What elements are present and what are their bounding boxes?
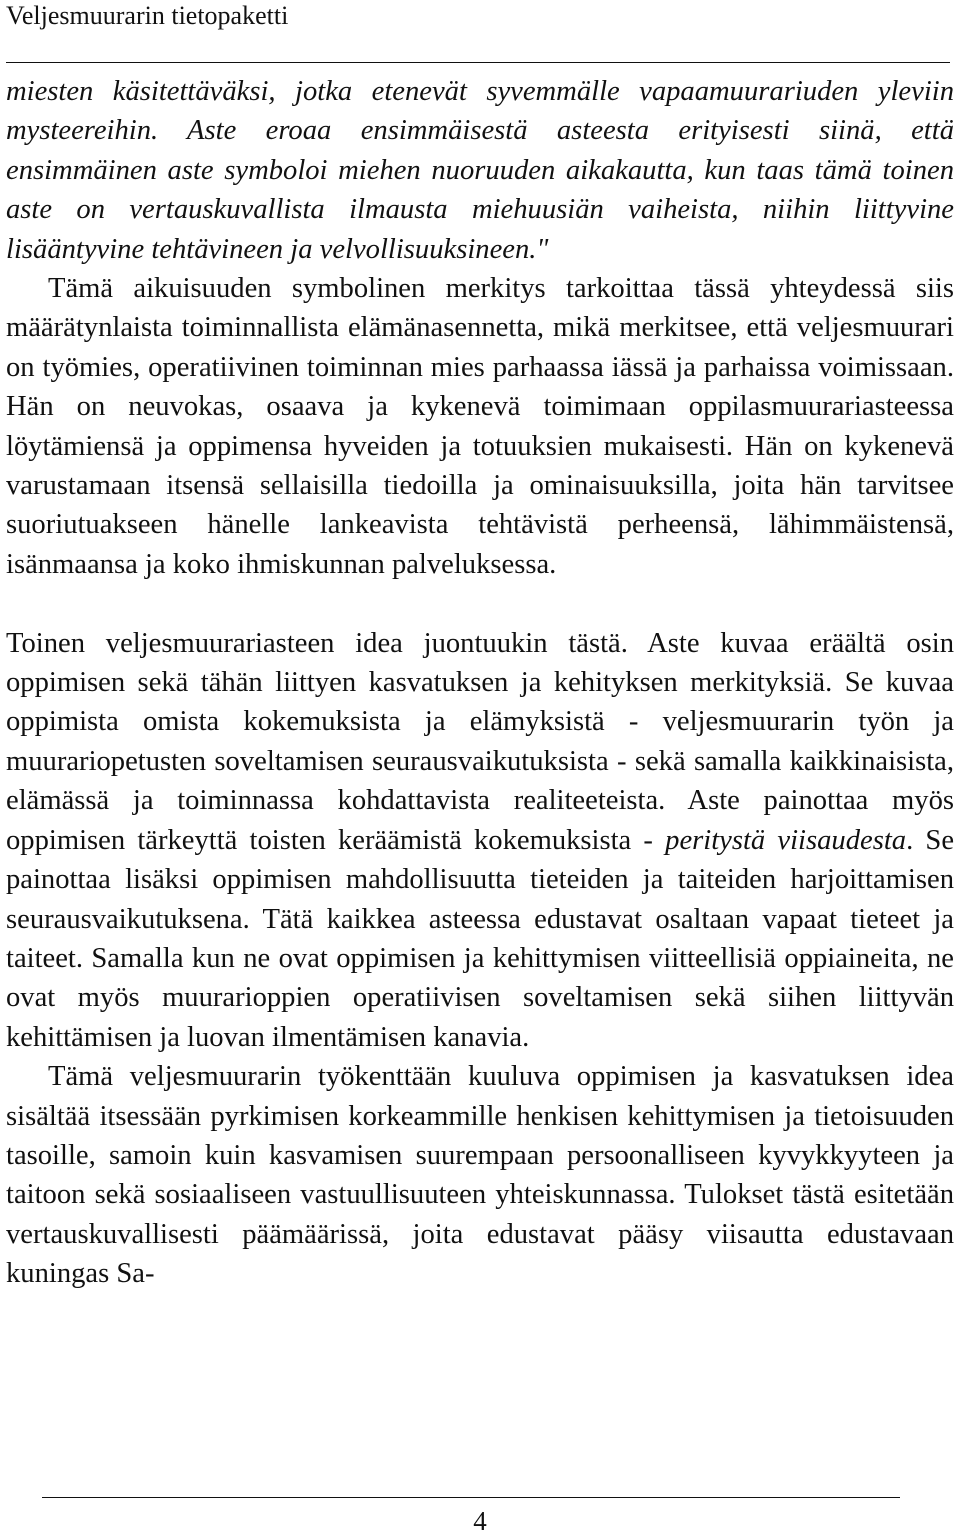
- page-body: [6, 72, 954, 1294]
- header-title: Veljesmuurarin tietopaketti: [6, 1, 289, 30]
- page-number: 4: [473, 1506, 487, 1536]
- footer-rule: [42, 1497, 900, 1498]
- running-header: [6, 0, 956, 32]
- paragraph-text: Toinen veljesmuurariasteen idea juontuukin tästä. Aste kuvaa eräältä osin oppimisen sekä tähän liittyen kasvatuksen ja kehityksen merkityksiä. Se kuvaa oppimista omista kokemuksista ja elämyksistä - veljesmuurarin työn ja muurariopetusten soveltamisen seurausvaikutuksista - sekä samalla kaikkinaisista, elämässä ja toiminnassa kohdattavista realiteeteista. Aste painottaa myös oppimisen tärkeyttä toisten keräämistä kokemuksista -: [6, 627, 954, 856]
- paragraph-second-idea: [6, 624, 954, 1057]
- header-rule: [6, 62, 950, 63]
- paragraph-learning: Tämä veljesmuurarin työkenttään kuuluva oppimisen ja kasvatuksen idea sisältää itsessään pyrkimisen korkeammille henkisen kehittymisen ja tietoisuuden tasoille, samoin kuin kasvamisen suurempaan persoonalliseen kyvykkyyteen ja taitoon sekä sosiaaliseen vastuullisuuteen yhteiskunnassa. Tulokset tästä esitetään vertauskuvallisesti päämäärissä, joita edustavat pääsy viisautta edustavaan kuningas Sa-: [6, 1061, 954, 1290]
- emphasis-text: peritystä viisaudesta: [665, 824, 907, 856]
- paragraph-quote: [6, 72, 954, 269]
- quote-text: miesten käsitettäväksi, jotka etenevät syvemmälle vapaamuurariuden yleviin mysteereihin. Aste eroaa ensimmäisestä asteesta erityisesti siinä, että ensimmäinen aste symboloi miehen nuoruuden aikakautta, kun taas tämä toinen aste on vertauskuvallista ilmausta miehuusiän vaiheista, niihin liittyvine lisääntyvine tehtävineen ja velvollisuuksineen.": [6, 76, 954, 265]
- paragraph-text: . Se painottaa lisäksi oppimisen mahdollisuutta tieteiden ja taiteiden harjoittamisen seurausvaikutuksena. Tätä kaikkea asteessa edustavat osaltaan vapaat tieteet ja taiteet. Samalla kun ne ovat oppimisen ja kehittymisen viitteellisiä oppiaineita, ne ovat myös muurarioppien operatiivisen soveltamisen sekä siihen liittyvän kehittämisen ja luovan ilmentämisen kanavia.: [6, 824, 955, 1053]
- paragraph-adulthood: Tämä aikuisuuden symbolinen merkitys tarkoittaa tässä yhteydessä siis määrätynlaista toiminnallista elämänasennetta, mikä merkitsee, että veljesmuurari on työmies, operatiivinen toiminnan mies parhaassa iässä ja parhaissa voimissaan. Hän on neuvokas, osaava ja kykenevä toimimaan oppilasmuurariasteessa löytämiensä ja oppimensa hyveiden ja totuuksien mukaisesti. Hän on kykenevä varustamaan itsensä sellaisilla tiedoilla ja ominaisuuksilla, joita hän tarvitsee suoriutuakseen hänelle lankeavista tehtävistä perheensä, lähimmäistensä, isänmaansa ja koko ihmiskunnan palveluksessa.: [6, 273, 954, 580]
